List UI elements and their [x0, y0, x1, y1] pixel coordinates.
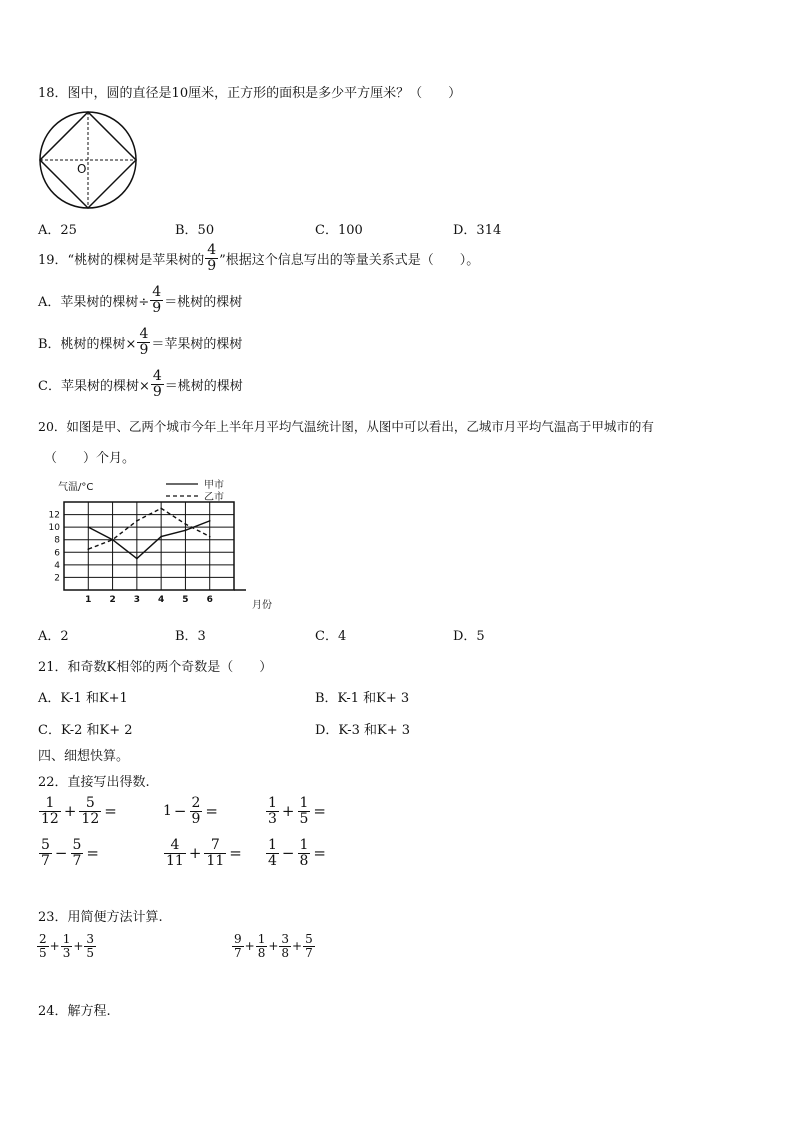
q22-item-5: [163, 838, 242, 868]
frac-den: 8: [281, 945, 290, 960]
chart-grid: [64, 502, 246, 590]
operator: −: [281, 844, 295, 863]
operator: +: [63, 802, 77, 821]
legend-label-yi: 乙市: [204, 492, 224, 503]
equals: =: [104, 802, 117, 821]
frac-num: 1: [62, 932, 71, 946]
chart-series: [87, 507, 210, 559]
frac-den: 5: [86, 945, 95, 960]
frac-den: 11: [206, 852, 225, 869]
series-point: [112, 539, 114, 541]
frac-den: 7: [234, 945, 242, 960]
q19-option-c-fraction: [151, 369, 164, 399]
q19-option-b: [38, 327, 242, 357]
q19-option-b-rest: ＝苹果树的棵树: [151, 336, 243, 352]
equals: =: [313, 844, 326, 863]
y-tick-label: 8: [54, 535, 60, 546]
frac-den: 4: [268, 852, 277, 869]
series-point: [136, 558, 138, 560]
q19-frac-num: 4: [207, 242, 217, 258]
equals: =: [313, 802, 326, 821]
q22-item-2: [163, 796, 218, 826]
frac-den: 5: [299, 810, 309, 827]
x-tick-label: 2: [109, 595, 116, 605]
temperature-line-chart: [38, 476, 298, 612]
frac-num: 5: [85, 795, 95, 811]
frac-den: 11: [166, 852, 184, 869]
q20-option-d: D．5: [453, 629, 485, 644]
q19-option-c-rest: ＝桃树的棵树: [164, 378, 243, 394]
q18-option-d: D．314: [453, 223, 502, 238]
x-tick-label: 3: [133, 595, 140, 605]
frac-num: 5: [72, 837, 82, 853]
q24-title: 24．解方程.: [38, 1004, 111, 1019]
y-tick-label: 12: [48, 510, 60, 521]
equals: =: [86, 844, 99, 863]
legend-label-jia: 甲市: [204, 480, 224, 491]
q22-item-6: [265, 838, 326, 868]
q19-suffix: ”根据这个信息写出的等量关系式是（ ）。: [219, 252, 480, 268]
operator: +: [268, 939, 279, 954]
series-point: [87, 526, 89, 528]
frac-den: 12: [41, 810, 59, 827]
frac-den: 8: [299, 852, 309, 869]
fraction: [71, 838, 84, 868]
frac-num: 2: [39, 932, 47, 946]
circle-square-figure: [38, 110, 140, 210]
x-tick-label: 5: [182, 595, 189, 605]
frac-den: 5: [39, 945, 47, 960]
q19-fraction: [205, 243, 218, 273]
q20-line1: 20．如图是甲、乙两个城市今年上半年月平均气温统计图，从图中可以看出，乙城市月平均气温高于甲城市的有: [38, 419, 654, 434]
frac-den: 12: [81, 810, 100, 827]
whole-number: 1: [163, 803, 172, 820]
series-point: [160, 507, 162, 509]
frac-den: 3: [62, 945, 71, 960]
frac-num: 1: [257, 932, 266, 946]
frac-num: 5: [305, 932, 313, 946]
fraction: [266, 838, 279, 868]
frac-den: 7: [305, 945, 313, 960]
q23-title: 23．用简便方法计算.: [38, 910, 163, 925]
q19-option-a-rest: ＝桃树的棵树: [164, 294, 243, 310]
q22-item-1: [38, 796, 117, 826]
fraction: [298, 796, 311, 826]
frac-num: 1: [299, 795, 309, 811]
fraction: [298, 838, 311, 868]
chart-legend: [166, 478, 224, 503]
q18-option-b: B．50: [175, 223, 215, 238]
frac-num: 5: [41, 837, 50, 853]
q20-option-c: C．4: [315, 629, 347, 644]
fraction: [232, 933, 244, 959]
q19-option-b-label: B．桃树的棵树×: [38, 336, 137, 352]
fraction: [279, 933, 291, 959]
q21-option-b: B．K-1 和K+ 3: [315, 691, 410, 706]
fraction: [79, 796, 101, 826]
q22-item-3: [265, 796, 326, 826]
q21-option-d: D．K-3 和K+ 3: [315, 723, 410, 738]
frac-den: 7: [72, 852, 82, 869]
operator: −: [173, 802, 187, 821]
operator: +: [244, 939, 255, 954]
operator: +: [281, 802, 295, 821]
series-point: [185, 529, 187, 531]
frac-num: 9: [234, 932, 242, 946]
series-point: [185, 523, 187, 525]
frac-num: 4: [152, 368, 162, 384]
y-tick-label: 6: [54, 548, 60, 559]
fraction: [61, 933, 73, 959]
fraction: [190, 796, 203, 826]
frac-den: 3: [268, 810, 277, 827]
q19-option-b-fraction: [137, 327, 150, 357]
frac-den: 8: [257, 945, 266, 960]
series-point: [87, 548, 89, 550]
y-tick-label: 10: [48, 523, 60, 534]
q18-option-a: A．25: [38, 223, 77, 238]
q19-option-a-label: A．苹果树的棵树÷: [38, 294, 150, 310]
fraction: [37, 933, 49, 959]
frac-den: 9: [191, 810, 201, 827]
frac-num: 1: [268, 795, 277, 811]
q20-option-a: A．2: [38, 629, 69, 644]
operator: +: [188, 844, 202, 863]
q20-line2: （ ）个月。: [44, 451, 136, 466]
fraction: [303, 933, 315, 959]
q19-option-a: [38, 285, 242, 315]
q23-expression-2: [231, 933, 316, 959]
center-label: O: [77, 162, 87, 176]
chart-ylabel: 气温/°C: [58, 482, 94, 493]
fraction: [164, 838, 186, 868]
equals: =: [205, 802, 218, 821]
frac-num: 1: [299, 837, 309, 853]
fraction: [84, 933, 96, 959]
frac-den: 9: [152, 383, 162, 400]
frac-den: 9: [152, 299, 162, 316]
fraction: [204, 838, 226, 868]
frac-num: 1: [268, 837, 277, 853]
operator: −: [54, 844, 68, 863]
q21-option-c: C．K-2 和K+ 2: [38, 723, 133, 738]
q19-prefix: 19．“桃树的棵树是苹果树的: [38, 252, 205, 268]
frac-den: 9: [139, 341, 149, 358]
q20-option-b: B．3: [175, 629, 206, 644]
chart-xlabel: 月份: [252, 600, 272, 611]
q19-option-c: [38, 369, 243, 399]
operator: +: [73, 939, 84, 954]
q18-text: 18．图中，圆的直径是10厘米，正方形的面积是多少平方厘米？（ ）: [38, 86, 462, 101]
series-point: [136, 520, 138, 522]
frac-den: 7: [41, 852, 50, 869]
q22-title: 22．直接写出得数.: [38, 775, 150, 790]
y-tick-label: 2: [54, 573, 60, 584]
operator: +: [292, 939, 303, 954]
q19-frac-den: 9: [207, 257, 217, 274]
fraction: [39, 796, 61, 826]
frac-num: 3: [86, 932, 95, 946]
section-4-title: 四、细想快算。: [38, 749, 130, 764]
q22-item-4: [38, 838, 99, 868]
series-point: [160, 536, 162, 538]
x-tick-label: 1: [85, 595, 92, 605]
q23-expression-1: [36, 933, 97, 959]
equals: =: [229, 844, 242, 863]
fraction: [39, 838, 52, 868]
frac-num: 1: [45, 795, 55, 811]
q21-text: 21．和奇数K相邻的两个奇数是（ ）: [38, 660, 273, 675]
operator: +: [49, 939, 60, 954]
q19-stem: [38, 243, 479, 273]
fraction: [256, 933, 268, 959]
q21-option-a: A．K-1 和K+1: [38, 691, 128, 706]
y-tick-label: 4: [54, 560, 60, 571]
x-tick-label: 6: [206, 595, 213, 605]
series-point: [209, 536, 211, 538]
q19-option-a-fraction: [150, 285, 163, 315]
x-tick-label: 4: [158, 595, 165, 605]
series-point: [209, 520, 211, 522]
frac-num: 2: [191, 795, 201, 811]
frac-num: 4: [152, 284, 162, 300]
frac-num: 7: [210, 837, 220, 853]
fraction: [266, 796, 279, 826]
q18-option-c: C．100: [315, 223, 363, 238]
frac-num: 4: [170, 837, 180, 853]
frac-num: 4: [139, 326, 149, 342]
frac-num: 3: [281, 932, 290, 946]
q19-option-c-label: C．苹果树的棵树×: [38, 378, 150, 394]
